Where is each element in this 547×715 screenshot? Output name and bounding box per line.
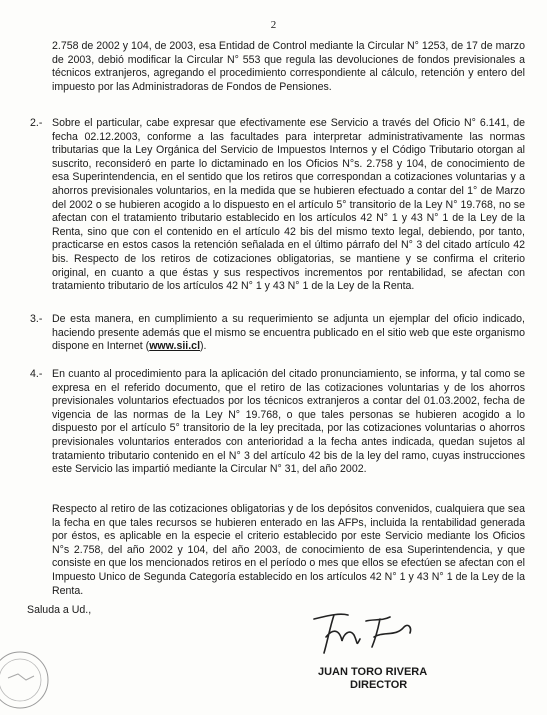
paragraph-item-4: En cuanto al procedimiento para la aplicación del citado pronunciamiento, se informa, y tal como se expresa en el referido documento, que el retiro de las cotizaciones voluntarias y de los ahorros previsionales voluntarios efectuados por los técnicos extranjeros a contar del 01.03.2002, fecha de vigencia de las normas de la Ley N° 19.768, o que tales personas se hubieren acogido a lo dispuesto por el artículo 5° transitorio de la ley precitada, por las cotizaciones voluntarias o ahorros previsionales voluntarios enterados con anterioridad a la fecha antes indicada, quedan sujetos al tratamiento tributario contenido en el N° 3 del artículo 42 bis de la ley del ramo, cuyas instrucciones este Servicio las impartió mediante la Circular N° 31, del año 2002. — [52, 368, 525, 476]
paragraph-continuation: 2.758 de 2002 y 104, de 2003, esa Entidad de Control mediante la Circular N° 1253, de 17 de marzo de 2003, debió modificar la Circular N° 553 que regula las devoluciones de fondos previsionales a técnicos extranjeros, agregando el procedimiento correspondiente al cálculo, retención y entero del impuesto por las Administradoras de Fondos de Pensiones. — [52, 40, 525, 93]
signatory-title: DIRECTOR — [350, 679, 408, 691]
item-number-2: 2.- — [30, 117, 43, 129]
paragraph-item-3 — [52, 313, 525, 354]
signature-icon — [300, 597, 430, 657]
seal-icon — [0, 640, 50, 715]
sii-website-link[interactable]: www.sii.cl — [149, 340, 201, 353]
item-number-3: 3.- — [30, 313, 43, 325]
item-number-4: 4.- — [30, 368, 43, 380]
paragraph-obligatorias: Respecto al retiro de las cotizaciones obligatorias y de los depósitos convenidos, cualquiera que sea la fecha en que tales recursos se hubieren enterado en las AFPs, incluida la rentabilidad generada por éstos, es aplicable en la especie el criterio establecido por este Servicio mediante los Oficios N°s 2.758, del año 2002 y 104, del año 2003, de conocimiento de esa Superintendencia, y que consiste en que los mencionados retiros en el período o mes que ellos se efectúen se afectan con el Impuesto Unico de Segunda Categoría establecido en los artículos 42 N° 1 y 43 N° 1 de la Ley de la Renta. — [52, 503, 525, 597]
paragraph-item-2: Sobre el particular, cabe expresar que efectivamente ese Servicio a través del Oficio N° 6.141, de fecha 02.12.2003, conforme a las facultades para interpretar administrativamente las normas tributarias que la Ley Orgánica del Servicio de Impuestos Internos y el Código Tributario otorgan al suscrito, reconsideró en parte lo dictaminado en los Oficios N°s. 2.758 y 104, de conocimiento de esa Superintendencia, en el sentido que los retiros que correspondan a cotizaciones voluntarias y a ahorros previsionales voluntarios, en la medida que se hubieren efectuado a contar del 1° de Marzo del 2002 o se hubieren acogido a lo dispuesto en el artículo 5° transitorio de la Ley N° 19.768, no se afectan con el tratamiento tributario establecido en los artículos 42 N° 1 y 43 N° 1 de la Ley de la Renta, sino que con el contenido en el artículo 42 bis del mismo texto legal, debiendo, por tanto, practicarse en estos casos la retención señalada en el último párrafo del N° 3 del citado artículo 42 bis. Respecto de los retiros de cotizaciones obligatorias, se mantiene y se confirma el criterio original, en cuanto a que éstas y sus respectivos incrementos por rentabilidad, se afectan con tratamiento tributario de los artículos 42 N° 1 y 43 N° 1 de la Ley de la Renta. — [52, 117, 525, 293]
signatory-name: JUAN TORO RIVERA — [318, 666, 428, 678]
closing-salutation: Saluda a Ud., — [27, 604, 92, 616]
item-3-text-before-link: De esta manera, en cumplimiento a su requerimiento se adjunta un ejemplar del oficio indicado, haciendo presente además que el mismo se encuentra publicado en el sitio web que este organismo dispone en Internet ( — [52, 313, 525, 353]
page-number: 2 — [270, 19, 277, 31]
item-3-text-after-link: ). — [200, 340, 207, 353]
